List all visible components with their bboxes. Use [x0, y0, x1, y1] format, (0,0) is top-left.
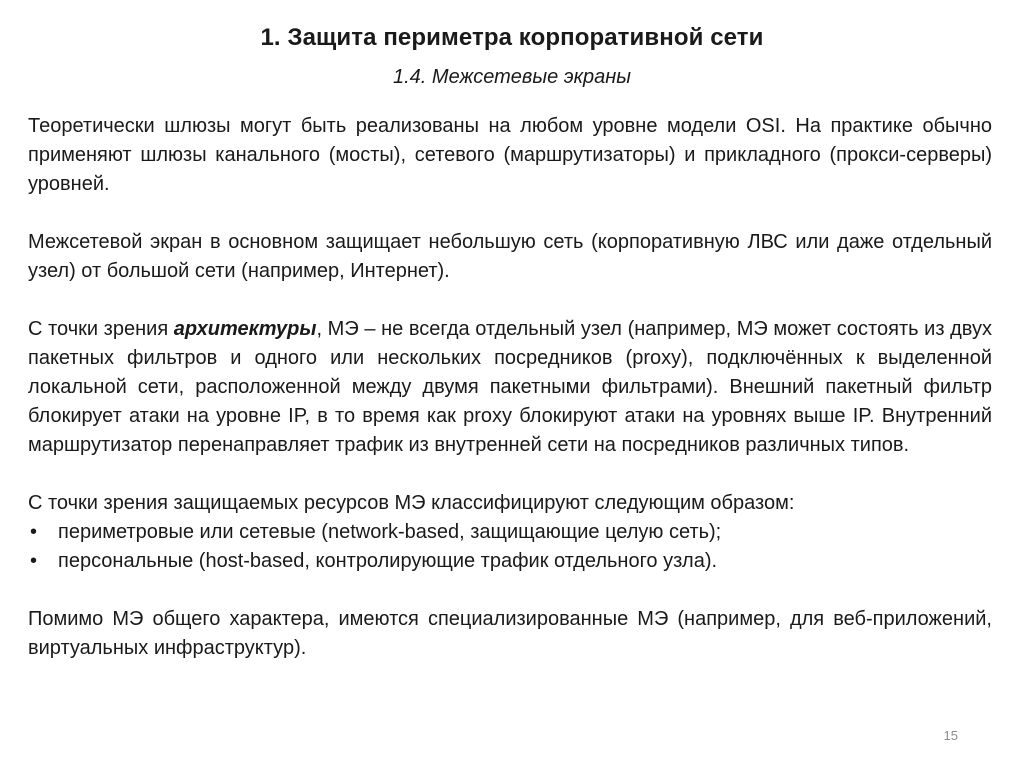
architecture-lead-text: С точки зрения	[28, 318, 174, 340]
paragraph-specialized: Помимо МЭ общего характера, имеются специализированные МЭ (например, для веб-приложений, виртуальных инфраструктур).	[28, 608, 992, 659]
page-number: 15	[943, 728, 958, 743]
slide-title: 1. Защита периметра корпоративной сети	[260, 24, 764, 51]
architecture-body-text: , МЭ – не всегда отдельный узел (например, МЭ может состоять из двух пакетных фильтров и одного или нескольких посредников (proxy), подключённых к выделенной локальной сети, расположенной между двумя пакетными фильтрами). Внешний пакетный фильтр блокирует атаки на уровне IP, в то время как proxy блокируют атаки на уровнях выше IP. Внутренний маршрутизатор перенаправляет трафик из внутренней сети на посредников различных типов.	[28, 318, 992, 456]
classification-list	[28, 518, 992, 576]
slide-subtitle: 1.4. Межсетевые экраны	[393, 66, 631, 88]
list-item	[28, 518, 992, 547]
bullet-icon: •	[30, 550, 38, 572]
paragraph-architecture	[28, 315, 992, 460]
list-item	[28, 547, 992, 576]
paragraph-classification-intro: С точки зрения защищаемых ресурсов МЭ классифицируют следующим образом:	[28, 492, 795, 514]
slide-content	[28, 112, 992, 692]
architecture-emphasis: архитектуры	[173, 318, 317, 340]
bullet-icon: •	[30, 521, 38, 543]
paragraph-gateways: Теоретически шлюзы могут быть реализованы на любом уровне модели OSI. На практике обычно применяют шлюзы канального (мосты), сетевого (маршрутизаторы) и прикладного (прокси-серверы) уровней.	[28, 115, 992, 195]
list-item-text: персональные (host-based, контролирующие трафик отдельного узла).	[58, 550, 718, 572]
list-item-text: периметровые или сетевые (network-based, защищающие целую сеть);	[58, 521, 722, 543]
paragraph-firewall-purpose: Межсетевой экран в основном защищает небольшую сеть (корпоративную ЛВС или даже отдельный узел) от большой сети (например, Интернет).	[28, 231, 992, 282]
